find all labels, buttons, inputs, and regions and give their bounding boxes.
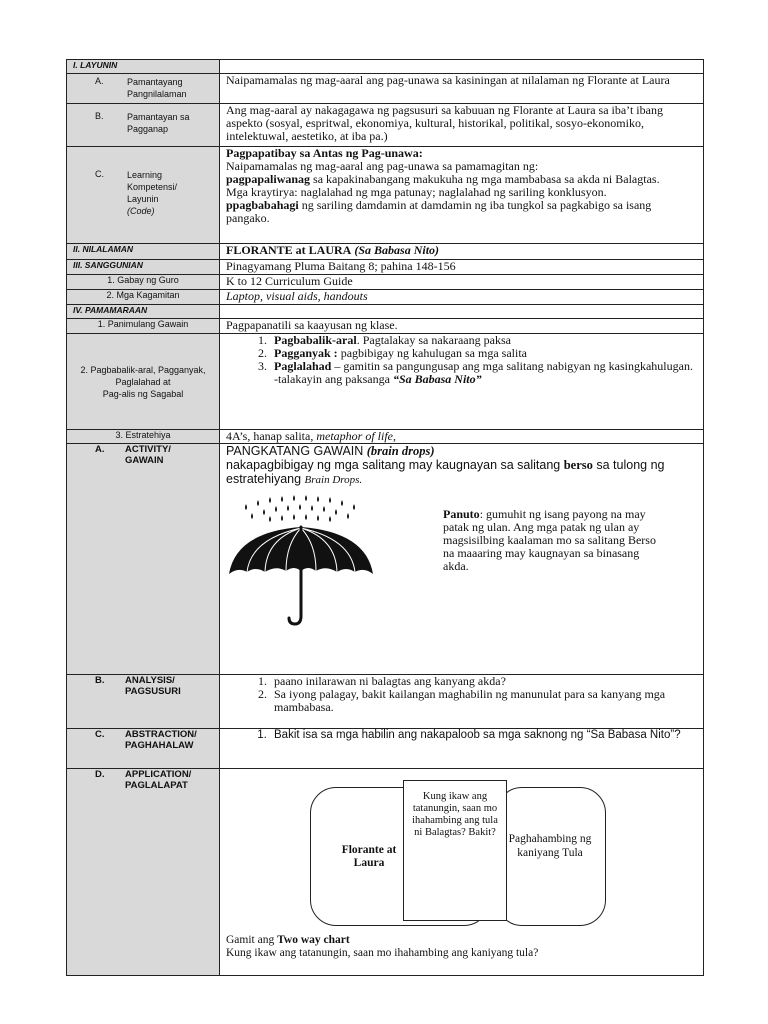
- center-box: Kung ikaw ang tatanungin, saan mo ihahambing ang tula ni Balagtas? Bakit?: [403, 780, 507, 921]
- chart-caption: Gamit ang Two way chart Kung ikaw ang tatanungin, saan mo ihahambing ang kaniyang tula?: [226, 934, 539, 959]
- section-nilalaman: II. NILALAMAN: [67, 244, 220, 260]
- section-layunin: I. LAYUNIN: [67, 60, 220, 74]
- label-abstraction: C. ABSTRACTION/ PAGHAHALAW: [67, 729, 220, 769]
- text-mga-kagamitan: Laptop, visual aids, handouts: [220, 290, 704, 305]
- sanggunian-text: Pinagyamang Pluma Baitang 8; pahina 148-156: [220, 260, 704, 275]
- nilalaman-title: FLORANTE at LAURA (Sa Babasa Nito): [220, 244, 704, 260]
- raindrops: [245, 495, 355, 522]
- activity-content: PANGKATANG GAWAIN (brain drops) nakapagbibigay ng mga salitang may kaugnayan sa salitang berso sa tulong ng estratehiyang Brain Drops. Panuto: gumuhit ng isang payong na may patak ng ulan. Ang mga patak ng ulan ay magsisilbing kaalaman mo sa salitang Berso na maaaring may kaugnayan sa binasang akda.: [220, 444, 704, 675]
- abstraction-content: [220, 729, 704, 769]
- right-box: Paghahambing ng kaniyang Tula: [496, 787, 606, 926]
- label-pamantayang-pangnilalaman: Pamantayang Pangnilalaman: [127, 77, 187, 99]
- list-item: 1. Pagbabalik-aral. Pagtalakay sa nakaraang paksa: [270, 334, 697, 347]
- label-gabay-ng-guro: 1. Gabay ng Guro: [67, 275, 220, 290]
- label-estratehiya: 3. Estratehiya: [67, 430, 220, 444]
- label-panimulang-gawain: 1. Panimulang Gawain: [67, 319, 220, 334]
- list-item: 3. Paglalahad – gamitin sa pangungusap ang mga salitang nabigyan ng kasingkahulugan.: [270, 360, 697, 373]
- text-pamantayang-pangnilalaman: Naipamamalas ng mag-aaral ang pag-unawa sa kasiningan at nilalaman ng Florante at Laura: [220, 74, 704, 104]
- section-pamamaraan: IV. PAMAMARAAN: [67, 305, 220, 319]
- left-box: Florante at Laura: [310, 787, 490, 926]
- section-sanggunian: III. SANGGUNIAN: [67, 260, 220, 275]
- text-learning-kompetensi: Pagpapatibay sa Antas ng Pag-unawa: Naipamamalas ng mag-aaral ang pag-unawa sa pamamagitan ng: pagpapaliwanag sa kapakinabangang makukuha ng mga mambabasa sa akda ni Balagtas. Mga kraytirya: naglalahad ng mga patunay; naglalahad ng sariling konklusyon. ppagbabahagi ng sariling damdamin at damdamin ng iba tungkol sa pagkabigo sa isang pangako.: [220, 147, 704, 244]
- list-item: 1. paano inilarawan ni balagtas ang kanyang akda?: [270, 675, 697, 688]
- two-way-chart: [226, 769, 697, 934]
- list-item: 1. Bakit isa sa mga habilin ang nakapaloob sa mga saknong ng “Sa Babasa Nito”?: [270, 729, 697, 742]
- text-gabay-ng-guro: K to 12 Curriculum Guide: [220, 275, 704, 290]
- label-application: D. APPLICATION/ PAGLALAPAT: [67, 769, 220, 976]
- panuto-text: Panuto: gumuhit ng isang payong na may patak ng ulan. Ang mga patak ng ulan ay magsisilbing kaalaman mo sa salitang Berso na maaaring may kaugnayan sa binasang akda.: [443, 507, 656, 573]
- application-content: [220, 769, 704, 976]
- text-pagbabalik-aral: 1. Pagbabalik-aral. Pagtalakay sa nakaraang paksa 2. Pagganyak : pagbibigay ng kahulugan sa mga salita 3. Paglalahad – gamitin sa pangungusap ang mga salitang nabigyan ng kasingkahulugan. -talakayin ang paksanga “Sa Babasa Nito”: [220, 334, 704, 430]
- list-item: 2. Pagganyak : pagbibigay ng kahulugan sa mga salita: [270, 347, 697, 360]
- label-pamantayan-sa-pagganap: Pamantayan sa Pagganap: [127, 112, 190, 134]
- text-estratehiya: 4A’s, hanap salita, metaphor of life,: [220, 430, 704, 444]
- list-item: 2. Sa iyong palagay, bakit kailangan maghabilin ng manunulat para sa kanyang mga mambabasa.: [270, 688, 697, 714]
- text-pamantayan-sa-pagganap: Ang mag-aaral ay nakagagawa ng pagsusuri sa kabuuan ng Florante at Laura sa iba’t ibang aspekto (sosyal, espritwal, ekonomiya, kultural, historikal, politikal, sosyo-ekonomiko, intelektuwal, aestetiko, at iba pa.): [220, 104, 704, 147]
- label-activity: A. ACTIVITY/ GAWAIN: [67, 444, 220, 675]
- text-panimulang-gawain: Pagpapanatili sa kaayusan ng klase.: [220, 319, 704, 334]
- label-mga-kagamitan: 2. Mga Kagamitan: [67, 290, 220, 305]
- lesson-plan-table: I. LAYUNIN A. Pamantayang Pangnilalaman Naipamamalas ng mag-aaral ang pag-unawa sa kasiningan at nilalaman ng Florante at Laura B. Pamantayan sa Pagganap Ang mag-aaral ay nakagagawa ng pagsusuri sa kabuuan ng Florante at Laura sa iba’t ibang aspekto (sosyal, espritwal, ekonomiya, kultural, historikal, politikal, sosyo-ekonomiko, intelektuwal, aestetiko, at iba pa.) C. Learning Kompetensi/ Layunin (Code) Pagpapatibay sa Antas ng Pag-unawa: Naipamamalas ng mag-aaral ang pag-unawa sa pamamagitan ng: pagpapaliwanag sa kapakinabangang makukuha ng mga mambabasa sa akda ni Balagtas. Mga kraytirya: naglalahad ng mga patunay; naglalahad ng sariling konklusyon. ppagbabahagi ng sariling damdamin at damdamin ng iba tungkol sa pagkabigo sa isang pangako. II. NILALAMAN FLORANTE at LAURA (Sa Babasa Nito) III. SANGGUNIAN Pinagyamang Pluma Baitang 8; pahina 148-156 1. Gabay ng Guro K to 12 Curriculum Guide 2. Mga Kagamitan Laptop, visual aids, handouts IV. PAMAMARAAN 1. Panimulang Gawain Pagpapanatili sa kaayusan ng klase. 2. Pagbabalik-aral, Pagganyak, Paglalahad at Pag-alis ng Sagabal 1. Pagbabalik-aral. Pagtalakay sa nakaraang paksa 2. Pagganyak : pagbibigay ng kahulugan sa mga salita 3. Paglalahad – gamitin sa pangungusap ang mga salitang nabigyan ng kasingkahulugan. -talakayin ang paksanga “Sa Babasa Nito” 3. Estratehiya 4A’s, hanap salita, metaphor of life, A. ACTIVITY/ GAWAIN PANGKATANG GAWAIN (brain drops) nakapagbibigay ng mga salitang may kaugnayan sa salitang berso sa tulong ng estratehiyang Brain Drops. Panuto: gumuhit ng isang payong na may patak ng ulan. Ang mga patak ng ulan ay magsisilbing kaalaman mo sa salitang Berso na maaaring may kaugnayan sa binasang akda. B. ANALYSIS/ PAGSUSURI 1. paano inilarawan ni balagtas ang kanyang akda? 2. Sa iyong palagay, bakit kailangan maghabilin ng manunulat para sa kanyang mga mambabasa. C. ABSTRACTION/ PAGHAHALAW 1. Bakit isa sa mga habilin ang nakapaloob sa mga saknong ng “Sa Babasa Nito”? D. APPLICATION/ PAGLALAPAT Florante at Laura Paghahambing ng kaniyang Tula Kung ikaw ang tatanungin, saan mo ihahambing ang tula ni Balagtas? Bakit? Gamit ang Two way chart Kung ikaw ang tatanungin, saan mo ihahambing ang kaniyang tula?: [66, 59, 704, 976]
- analysis-content: [220, 675, 704, 729]
- label-pagbabalik-aral: 2. Pagbabalik-aral, Pagganyak, Paglalahad at Pag-alis ng Sagabal: [67, 334, 220, 430]
- umbrella-rain-icon: [226, 494, 376, 630]
- label-learning-kompetensi: Learning Kompetensi/ Layunin (Code): [127, 170, 178, 216]
- label-analysis: B. ANALYSIS/ PAGSUSURI: [67, 675, 220, 729]
